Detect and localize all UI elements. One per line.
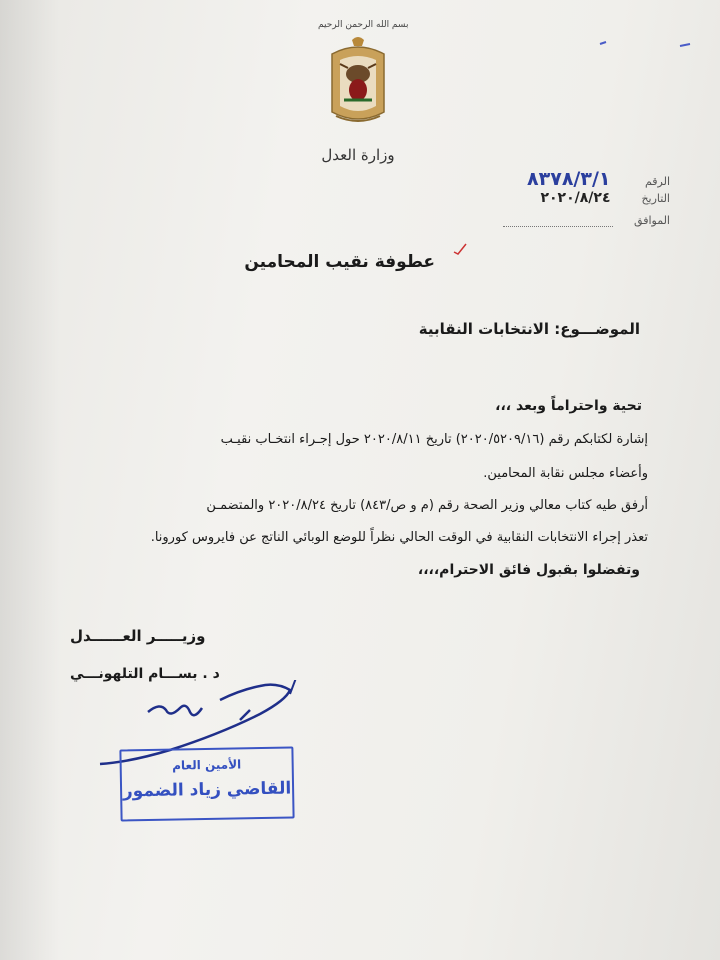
subject-line: الموضـــوع: الانتخابات النقابية [418, 320, 640, 338]
corresponding-blank [503, 216, 613, 227]
addressee: عطوفة نقيب المحامين [244, 252, 435, 272]
paragraph2-line1: أرفق طيه كتاب معالي وزير الصحة رقم (م و ص/٨٤٣) تاريخ ٢٠٢٠/٨/٢٤ والمتضمـن [206, 498, 648, 513]
reference-corresponding-row [503, 214, 671, 227]
paragraph1-line1: إشارة لكتابكم رقم (٢٠٢٠/٥٢٠٩/١٦) تاريخ ٢٠٢٠/٨/١١ حول إجـراء انتخـاب نقيـب [220, 432, 648, 447]
page-shadow [0, 0, 60, 960]
coat-of-arms-icon [326, 34, 390, 142]
stamp-title: الأمين العام [172, 757, 242, 773]
paragraph2-line2: تعذر إجراء الانتخابات النقابية في الوقت الحالي نظراً للوضع الوبائي الناتج عن فايروس كورونا. [150, 530, 648, 545]
ministry-name: وزارة العدل [321, 146, 395, 164]
date-label: التاريخ [641, 192, 670, 205]
greeting: تحية واحتراماً وبعد ،،، [495, 398, 642, 414]
stamp-name: القاضي زياد الضمور [122, 778, 292, 802]
check-mark-icon [452, 242, 468, 256]
reference-number-row [527, 168, 670, 190]
number-value: ٨٣٧٨/٣/١ [527, 168, 611, 190]
paragraph1-line2: وأعضاء مجلس نقابة المحامين. [483, 466, 648, 481]
closing-line: وتفضلوا بقبول فائق الاحترام،،،، [417, 562, 640, 578]
official-stamp [119, 746, 294, 821]
corresponding-label: الموافق [634, 214, 670, 227]
letterhead [318, 20, 409, 164]
date-value: ٢٠٢٠/٨/٢٤ [540, 190, 611, 206]
signatory-title: وزيـــــر العــــــدل [70, 627, 206, 645]
number-label: الرقم [644, 175, 670, 188]
signatory-name: د . بســـام التلهونـــي [70, 666, 220, 682]
basmala-text: بسم الله الرحمن الرحيم [318, 20, 409, 30]
pen-mark-icon [596, 34, 696, 54]
reference-date-row [540, 190, 670, 206]
